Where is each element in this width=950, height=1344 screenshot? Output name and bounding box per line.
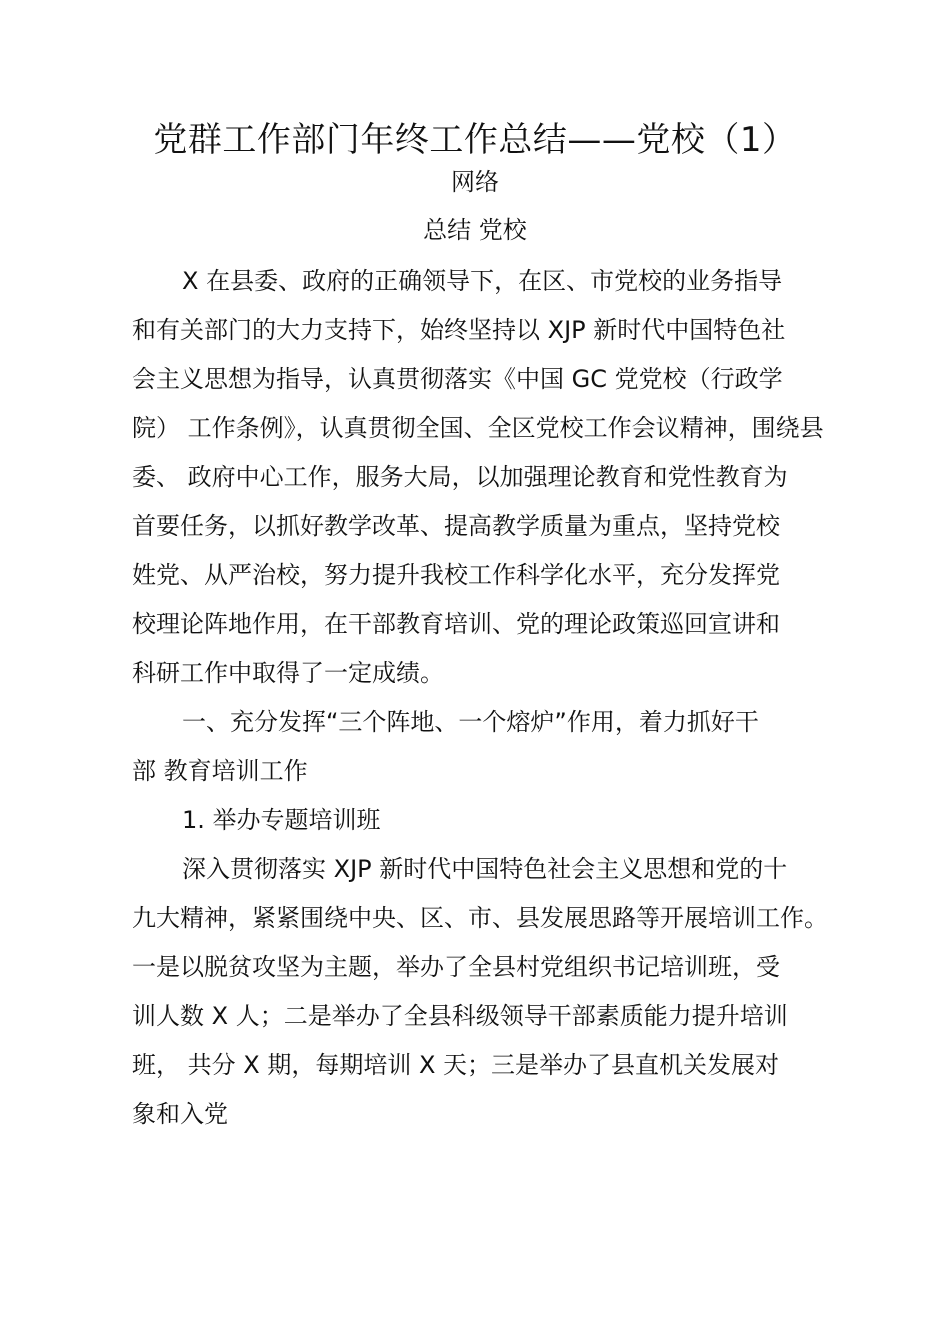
paragraph-training	[132, 845, 828, 1139]
paragraph-intro	[132, 257, 822, 698]
text-line: 训人数 X 人；二是举办了全县科级领导干部素质能力提升培训	[132, 1002, 788, 1030]
text-line: 委、 政府中心工作，服务大局，以加强理论教育和党性教育为	[132, 463, 788, 491]
document-body	[132, 257, 828, 1139]
text-line: 一是以脱贫攻坚为主题，举办了全县村党组织书记培训班，受	[132, 953, 780, 981]
section-heading-2	[132, 796, 822, 845]
text-line: 象和入党	[132, 1100, 228, 1128]
document-title: 党群工作部门年终工作总结——党校（1）	[153, 120, 797, 160]
text-line: 深入贯彻落实 XJP 新时代中国特色社会主义思想和党的十	[182, 855, 788, 883]
text-line: 九大精神，紧紧围绕中央、区、市、县发展思路等开展培训工作。	[132, 904, 828, 932]
document-source: 网络	[451, 168, 499, 196]
text-line: 班， 共分 X 期，每期培训 X 天；三是举办了县直机关发展对	[132, 1051, 780, 1079]
text-line: X 在县委、政府的正确领导下，在区、市党校的业务指导	[182, 267, 783, 295]
section-heading-1	[132, 698, 822, 796]
text-line: 1. 举办专题培训班	[182, 806, 381, 834]
text-line: 首要任务，以抓好教学改革、提高教学质量为重点，坚持党校	[132, 512, 780, 540]
text-line: 和有关部门的大力支持下，始终坚持以 XJP 新时代中国特色社	[132, 316, 786, 344]
document-tags: 总结 党校	[423, 216, 527, 244]
text-line: 科研工作中取得了一定成绩。	[132, 659, 444, 687]
text-line: 一、充分发挥“三个阵地、一个熔炉”作用，着力抓好干	[182, 708, 759, 736]
text-line: 姓党、从严治校，努力提升我校工作科学化水平，充分发挥党	[132, 561, 780, 589]
text-line: 会主义思想为指导，认真贯彻落实《中国 GC 党党校（行政学	[132, 365, 783, 393]
text-line: 院） 工作条例》，认真贯彻全国、全区党校工作会议精神，围绕县	[132, 414, 824, 442]
text-line: 校理论阵地作用，在干部教育培训、党的理论政策巡回宣讲和	[132, 610, 780, 638]
text-line: 部 教育培训工作	[132, 757, 308, 785]
